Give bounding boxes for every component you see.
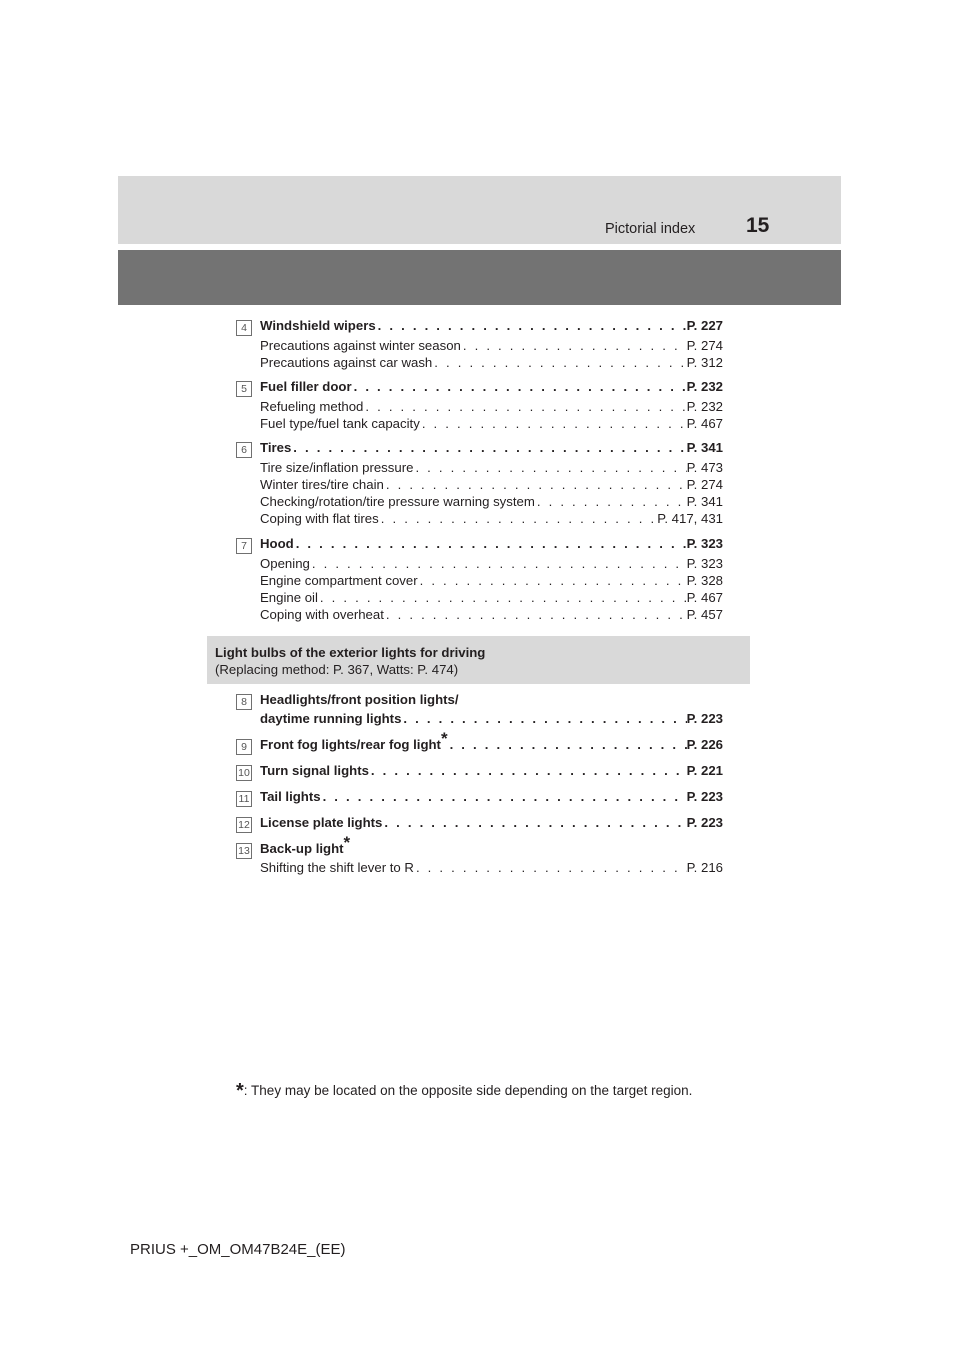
- header-dark-band: [118, 250, 841, 305]
- page-ref: P. 467: [686, 590, 723, 605]
- item-number-badge: 12: [236, 817, 252, 833]
- sub-entry: [260, 860, 723, 878]
- asterisk-marker: *: [343, 833, 351, 852]
- entry-title: Tail lights: [260, 789, 321, 804]
- sub-entry-label: Engine oil: [260, 590, 318, 605]
- entry-title-line: [260, 729, 723, 755]
- entry-title: Windshield wipers: [260, 318, 376, 333]
- document-code: PRIUS +_OM_OM47B24E_(EE): [130, 1241, 346, 1258]
- page-ref: P. 323: [686, 556, 723, 571]
- sub-entry: [260, 477, 723, 495]
- dot-leader: [369, 763, 687, 778]
- dot-leader: [384, 477, 687, 492]
- footnote: [236, 1080, 692, 1103]
- sub-entry-label: Checking/rotation/tire pressure warning system: [260, 494, 535, 509]
- dot-leader: [448, 737, 687, 752]
- item-number-badge: 4: [236, 320, 252, 336]
- page-number: 15: [746, 214, 770, 237]
- page-ref: P. 223: [686, 711, 723, 726]
- sub-entry: [260, 573, 723, 591]
- section-heading: Light bulbs of the exterior lights for driving: [215, 645, 486, 660]
- entry-title-text: Back-up light: [260, 841, 344, 856]
- entry-title: Turn signal lights: [260, 763, 369, 778]
- dot-leader: [352, 379, 687, 394]
- entry-title-line: [260, 318, 723, 336]
- sub-entry: [260, 460, 723, 478]
- dot-leader: [401, 711, 686, 726]
- page-ref: P. 467: [686, 416, 723, 431]
- entry-title-line: [260, 536, 723, 554]
- entry-title: [260, 729, 448, 752]
- footnote-text: : They may be located on the opposite side depending on the target region.: [243, 1083, 693, 1098]
- entry-title-text: Front fog lights/rear fog light: [260, 737, 441, 752]
- dot-leader: [310, 556, 687, 571]
- page-ref: P. 221: [686, 763, 723, 778]
- sub-entry: [260, 511, 723, 529]
- entry-title-line: [260, 440, 723, 458]
- dot-leader: [413, 460, 686, 475]
- item-number-badge: 6: [236, 442, 252, 458]
- dot-leader: [376, 318, 687, 333]
- page-ref: P. 274: [686, 477, 723, 492]
- page-ref: P. 223: [686, 815, 723, 830]
- page-ref: P. 328: [686, 573, 723, 588]
- dot-leader: [414, 860, 687, 875]
- entry-title-line: [260, 379, 723, 397]
- page-ref: P. 232: [686, 399, 723, 414]
- page-ref: P. 473: [686, 460, 723, 475]
- item-number-badge: 5: [236, 381, 252, 397]
- sub-entry: [260, 338, 723, 356]
- page-ref: P. 323: [686, 536, 723, 551]
- section-title: Pictorial index: [605, 221, 696, 237]
- page-ref: P. 216: [686, 860, 723, 875]
- entry-title-line: [260, 711, 723, 729]
- entry-title-line: [260, 763, 723, 781]
- item-number-badge: 9: [236, 739, 252, 755]
- asterisk-marker: *: [440, 729, 448, 748]
- entry-title: License plate lights: [260, 815, 383, 830]
- sub-entry-label: Precautions against winter season: [260, 338, 461, 353]
- sub-entry-label: Winter tires/tire chain: [260, 477, 384, 492]
- sub-entry: [260, 416, 723, 434]
- dot-leader: [420, 416, 687, 431]
- dot-leader: [461, 338, 687, 353]
- page-ref: P. 274: [686, 338, 723, 353]
- dot-leader: [418, 573, 687, 588]
- dot-leader: [432, 355, 686, 370]
- entry-title: Fuel filler door: [260, 379, 352, 394]
- sub-entry-label: Coping with flat tires: [260, 511, 379, 526]
- dot-leader: [291, 440, 686, 455]
- sub-entry-label: Engine compartment cover: [260, 573, 418, 588]
- page-ref: P. 341: [686, 440, 723, 455]
- dot-leader: [318, 590, 687, 605]
- entry-title-line: [260, 789, 723, 807]
- dot-leader: [294, 536, 687, 551]
- sub-entry-label: Tire size/inflation pressure: [260, 460, 414, 475]
- page-ref: P. 457: [686, 607, 723, 622]
- sub-entry-label: Fuel type/fuel tank capacity: [260, 416, 420, 431]
- sub-entry-label: Precautions against car wash: [260, 355, 433, 370]
- footnote-marker: *: [236, 1080, 244, 1102]
- dot-leader: [363, 399, 686, 414]
- sub-entry-label: Refueling method: [260, 399, 364, 414]
- dot-leader: [321, 789, 687, 804]
- sub-entry: [260, 607, 723, 625]
- item-number-badge: 10: [236, 765, 252, 781]
- entry-title-first-line: Headlights/front position lights/: [260, 692, 459, 707]
- dot-leader: [535, 494, 687, 509]
- item-number-badge: 13: [236, 843, 252, 859]
- sub-entry: [260, 590, 723, 608]
- page-ref: P. 312: [686, 355, 723, 370]
- sub-entry: [260, 556, 723, 574]
- page-ref: P. 341: [686, 494, 723, 509]
- entry-title: Tires: [260, 440, 292, 455]
- item-number-badge: 11: [236, 791, 252, 807]
- dot-leader: [382, 815, 686, 830]
- entry-title-line: [260, 815, 723, 833]
- sub-entry-label: Shifting the shift lever to R: [260, 860, 414, 875]
- page-ref: P. 226: [686, 737, 723, 752]
- sub-entry: [260, 355, 723, 373]
- page-ref: P. 417, 431: [657, 511, 723, 526]
- page-ref: P. 223: [686, 789, 723, 804]
- dot-leader: [379, 511, 657, 526]
- sub-entry-label: Coping with overheat: [260, 607, 384, 622]
- sub-entry: [260, 494, 723, 512]
- entry-title: daytime running lights: [260, 711, 402, 726]
- dot-leader: [384, 607, 687, 622]
- page-ref: P. 232: [686, 379, 723, 394]
- item-number-badge: 8: [236, 694, 252, 710]
- page-ref: P. 227: [686, 318, 723, 333]
- section-subheading: (Replacing method: P. 367, Watts: P. 474): [215, 662, 459, 677]
- entry-title: Hood: [260, 536, 294, 551]
- header-band: [118, 176, 841, 244]
- entry-title-line: [260, 833, 723, 859]
- item-number-badge: 7: [236, 538, 252, 554]
- sub-entry-label: Opening: [260, 556, 310, 571]
- light-bulbs-section-header: [207, 636, 750, 684]
- sub-entry: [260, 399, 723, 417]
